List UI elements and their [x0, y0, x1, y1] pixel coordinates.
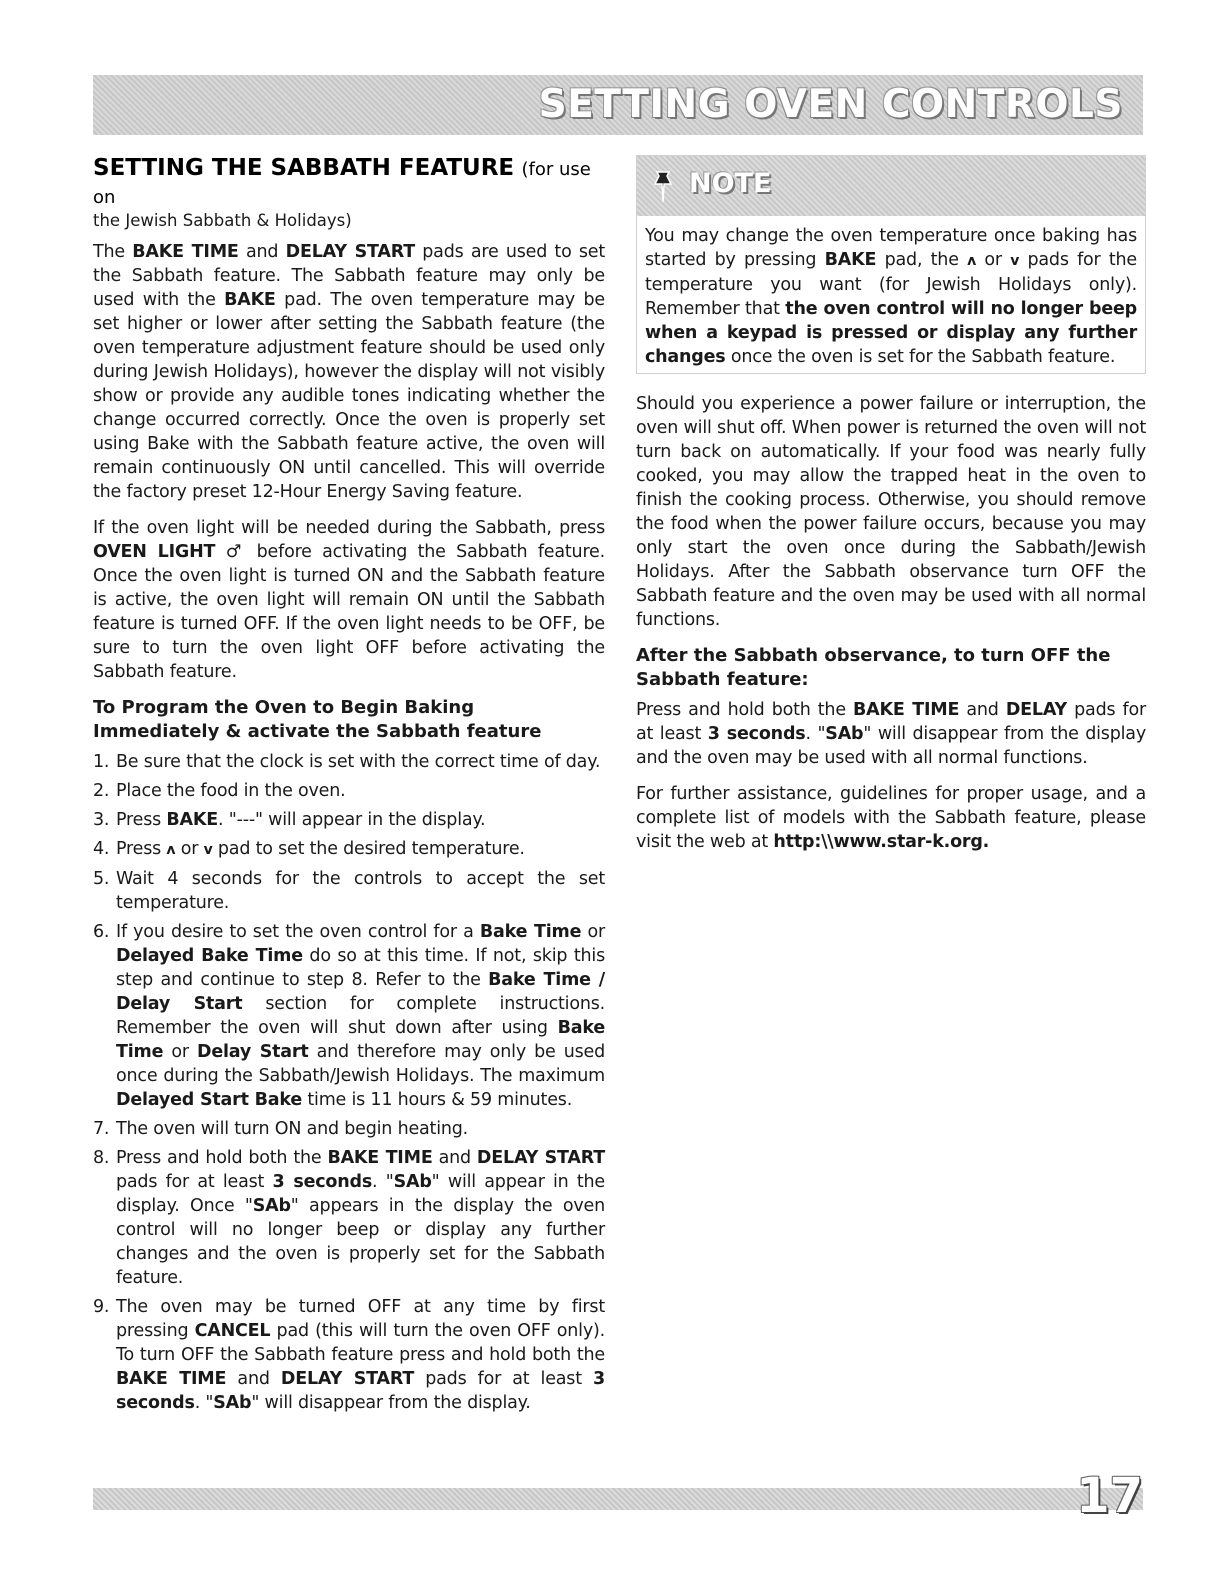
steps-list	[93, 750, 605, 1415]
note-header	[637, 156, 1145, 216]
page-number: 17	[1076, 1468, 1143, 1524]
down-arrow-icon: v	[203, 842, 213, 858]
note-body: You may change the oven temperature once baking has started by pressing BAKE pad, the ʌ or v pads for the temperature you want (for Jewish Holidays only). Remember that the oven control will no longer beep when a keypad is pressed or display any further changes once the oven is set for the Sabbath feature.	[645, 226, 1137, 367]
section-title-suffix: (for use on	[93, 159, 591, 208]
power-failure-paragraph: Should you experience a power failure or interruption, the oven will shut off. When power is returned the oven will not turn back on automatically. If your food was nearly fully cooked, you may allow the trapped heat in the oven to finish the cooking process. Otherwise, you should remove the food when the power failure occurs, because you may only start the oven once during the Sabbath/Jewish Holidays. After the Sabbath observance turn OFF the Sabbath feature and the oven may be used with all normal functions.	[636, 394, 1146, 630]
list-item: 3. Press BAKE. "---" will appear in the display.	[93, 810, 486, 830]
list-item: 8. Press and hold both the BAKE TIME and DELAY START pads for at least 3 seconds. "SAb" will appear in the display. Once "SAb" appears in the display the oven control will no longer beep or display any further changes and the oven is properly set for the Sabbath feature.	[93, 1148, 606, 1288]
turn-off-subheading: After the Sabbath observance, to turn OFF the Sabbath feature:	[636, 645, 1111, 690]
program-subheading: To Program the Oven to Begin Baking Immediately & activate the Sabbath feature	[93, 697, 542, 742]
note-title: NOTE	[689, 168, 772, 199]
list-item: 2. Place the food in the oven.	[93, 781, 346, 801]
list-item: 1. Be sure that the clock is set with the correct time of day.	[93, 752, 601, 772]
section-title	[93, 155, 605, 211]
footer-bar	[93, 1488, 1143, 1510]
right-column	[636, 155, 1146, 866]
light-bulb-icon: ♂	[225, 542, 247, 562]
intro-paragraph: The BAKE TIME and DELAY START pads are used to set the Sabbath feature. The Sabbath feature may only be used with the BAKE pad. The oven temperature may be set higher or lower after setting the Sabbath feature (the oven temperature adjustment feature should be used only during Jewish Holidays), however the display will not visibly show or provide any audible tones indicating whether the change occurred correctly. Once the oven is properly set using Bake with the Sabbath feature active, the oven will remain continuously ON until cancelled. This will override the factory preset 12-Hour Energy Saving feature.	[93, 242, 606, 502]
note-box	[636, 155, 1146, 374]
list-item: 4. Press ʌ or v pad to set the desired temperature.	[93, 839, 525, 859]
section-subtitle: the Jewish Sabbath & Holidays)	[93, 211, 352, 230]
down-arrow-icon: v	[1010, 253, 1020, 269]
list-item: 7. The oven will turn ON and begin heating.	[93, 1119, 469, 1139]
up-arrow-icon: ʌ	[967, 253, 977, 269]
up-arrow-icon: ʌ	[166, 842, 176, 858]
page-header-banner	[93, 75, 1143, 135]
pushpin-icon	[649, 170, 677, 204]
list-item: 6. If you desire to set the oven control for a Bake Time or Delayed Bake Time do so at this time. If not, skip this step and continue to step 8. Refer to the Bake Time / Delay Start section for complete instructions. Remember the oven will shut down after using Bake Time or Delay Start and therefore may only be used once during the Sabbath/Jewish Holidays. The maximum Delayed Start Bake time is 11 hours & 59 minutes.	[93, 922, 605, 1110]
section-title-main: SETTING THE SABBATH FEATURE	[93, 155, 515, 181]
left-column	[93, 155, 605, 1420]
assistance-paragraph: For further assistance, guidelines for proper usage, and a complete list of models with the Sabbath feature, please visit the web at http:\\www.star-k.org.	[636, 784, 1146, 852]
list-item: 5. Wait 4 seconds for the controls to accept the set temperature.	[93, 869, 605, 913]
turn-off-paragraph: Press and hold both the BAKE TIME and DELAY pads for at least 3 seconds. "SAb" will disappear from the display and the oven may be used with all normal functions.	[636, 700, 1146, 768]
website-link[interactable]: http:\\www.star-k.org.	[773, 832, 990, 852]
list-item: 9. The oven may be turned OFF at any time by first pressing CANCEL pad (this will turn the oven OFF only). To turn OFF the Sabbath feature press and hold both the BAKE TIME and DELAY START pads for at least 3 seconds. "SAb" will disappear from the display.	[93, 1297, 605, 1413]
page-header-title: SETTING OVEN CONTROLS	[538, 82, 1123, 127]
oven-light-paragraph: If the oven light will be needed during the Sabbath, press OVEN LIGHT ♂ before activating the Sabbath feature. Once the oven light is turned ON and the Sabbath feature is active, the oven light will remain ON until the Sabbath feature is turned OFF. If the oven light needs to be OFF, be sure to turn the oven light OFF before activating the Sabbath feature.	[93, 518, 605, 682]
